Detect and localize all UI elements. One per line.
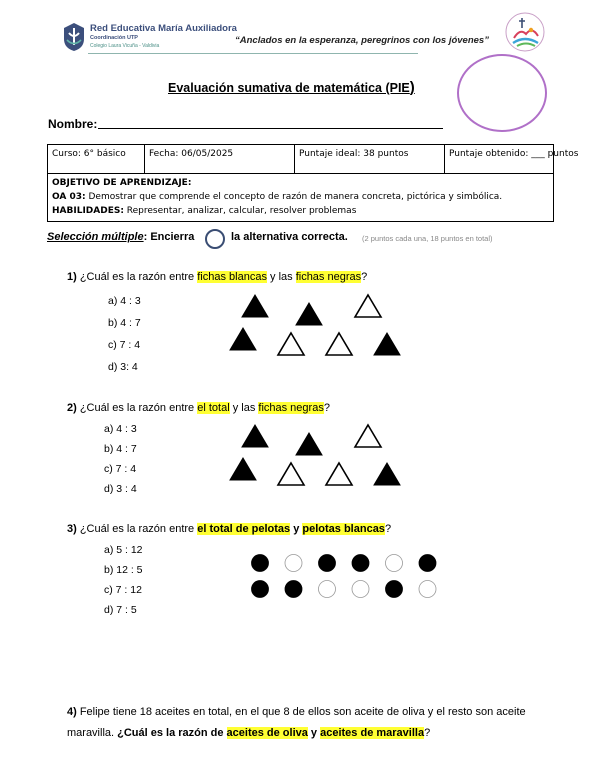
q2-option-a[interactable]: a) 4 : 3 xyxy=(104,423,137,435)
score-circle xyxy=(457,54,547,132)
q2-option-b[interactable]: b) 4 : 7 xyxy=(104,443,137,455)
q3-ball xyxy=(352,581,369,598)
org-coordination: Coordinación UTP xyxy=(90,35,138,41)
q1-triangle xyxy=(278,333,304,355)
page-title: Evaluación sumativa de matemática (PIE) xyxy=(168,79,415,96)
q2-triangle xyxy=(278,463,304,485)
q3-ball xyxy=(419,555,436,572)
q3-ball xyxy=(285,581,302,598)
q2-triangle xyxy=(242,425,268,447)
q3-ball xyxy=(386,581,403,598)
section-instruction: la alternativa correcta. xyxy=(231,231,348,243)
q2-triangle xyxy=(355,425,381,447)
q1-option-a[interactable]: a) 4 : 3 xyxy=(108,295,141,307)
name-input-line[interactable] xyxy=(98,128,443,129)
q3-balls xyxy=(245,550,445,602)
objective-oa: OA 03: Demostrar que comprende el concepto de razón de manera concreta, pictórica y simbólica. xyxy=(52,192,503,202)
q1-triangle xyxy=(355,295,381,317)
objective-label: OBJETIVO DE APRENDIZAJE: xyxy=(52,178,192,188)
q1-triangles xyxy=(225,290,415,360)
question-3: 3) ¿Cuál es la razón entre el total de pelotas y pelotas blancas? xyxy=(67,523,392,535)
name-label: Nombre: xyxy=(48,117,98,131)
fecha-cell: Fecha: 06/05/2025 xyxy=(145,145,295,173)
puntaje-obtenido-cell: Puntaje obtenido: ___ puntos xyxy=(449,149,579,159)
q2-triangles xyxy=(225,420,415,490)
network-logo-icon xyxy=(62,22,86,52)
curso-cell: Curso: 6° básico xyxy=(48,145,145,173)
q3-ball xyxy=(252,555,269,572)
q3-ball xyxy=(419,581,436,598)
q3-ball xyxy=(285,555,302,572)
question-1: 1) ¿Cuál es la razón entre fichas blancas y las fichas negras? xyxy=(67,271,368,283)
jubilee-logo-icon xyxy=(500,10,550,56)
puntaje-ideal-cell: Puntaje ideal: 38 puntos xyxy=(295,145,445,173)
q1-triangle xyxy=(242,295,268,317)
org-name: Red Educativa María Auxiliadora xyxy=(90,23,237,34)
q3-ball xyxy=(386,555,403,572)
q3-ball xyxy=(352,555,369,572)
q3-ball xyxy=(319,581,336,598)
org-school: Colegio Laura Vicuña - Valdivia xyxy=(90,43,160,49)
question-2: 2) ¿Cuál es la razón entre el total y las fichas negras? xyxy=(67,402,330,414)
q1-triangle xyxy=(230,328,256,350)
q3-option-d[interactable]: d) 7 : 5 xyxy=(104,604,137,616)
header-divider xyxy=(88,53,418,54)
question-4-line1: 4) Felipe tiene 18 aceites en total, en el que 8 de ellos son aceite de oliva y el resto son aceite xyxy=(67,706,526,718)
q1-triangle xyxy=(296,303,322,325)
section-heading: Selección múltiple: Encierra xyxy=(47,231,195,243)
q2-triangle xyxy=(230,458,256,480)
section-points-note: (2 puntos cada una, 18 puntos en total) xyxy=(362,234,493,243)
q3-option-c[interactable]: c) 7 : 12 xyxy=(104,584,142,596)
q3-option-b[interactable]: b) 12 : 5 xyxy=(104,564,143,576)
q2-triangle xyxy=(296,433,322,455)
q2-option-d[interactable]: d) 3 : 4 xyxy=(104,483,137,495)
q1-option-d[interactable]: d) 3: 4 xyxy=(108,361,138,373)
q3-option-a[interactable]: a) 5 : 12 xyxy=(104,544,143,556)
q1-triangle xyxy=(326,333,352,355)
motto: “Anclados en la esperanza, peregrinos con los jóvenes” xyxy=(235,35,489,46)
info-table xyxy=(47,144,579,222)
q1-triangle xyxy=(374,333,400,355)
skills: HABILIDADES: Representar, analizar, calcular, resolver problemas xyxy=(52,206,357,216)
q2-triangle xyxy=(374,463,400,485)
q2-triangle xyxy=(326,463,352,485)
q3-ball xyxy=(319,555,336,572)
q1-option-c[interactable]: c) 7 : 4 xyxy=(108,339,141,351)
q3-ball xyxy=(252,581,269,598)
q2-option-c[interactable]: c) 7 : 4 xyxy=(104,463,137,475)
question-4-line2: maravilla. ¿Cuál es la razón de aceites de oliva y aceites de maravilla? xyxy=(67,727,431,739)
circle-instruction-icon xyxy=(205,229,225,249)
q1-option-b[interactable]: b) 4 : 7 xyxy=(108,317,141,329)
